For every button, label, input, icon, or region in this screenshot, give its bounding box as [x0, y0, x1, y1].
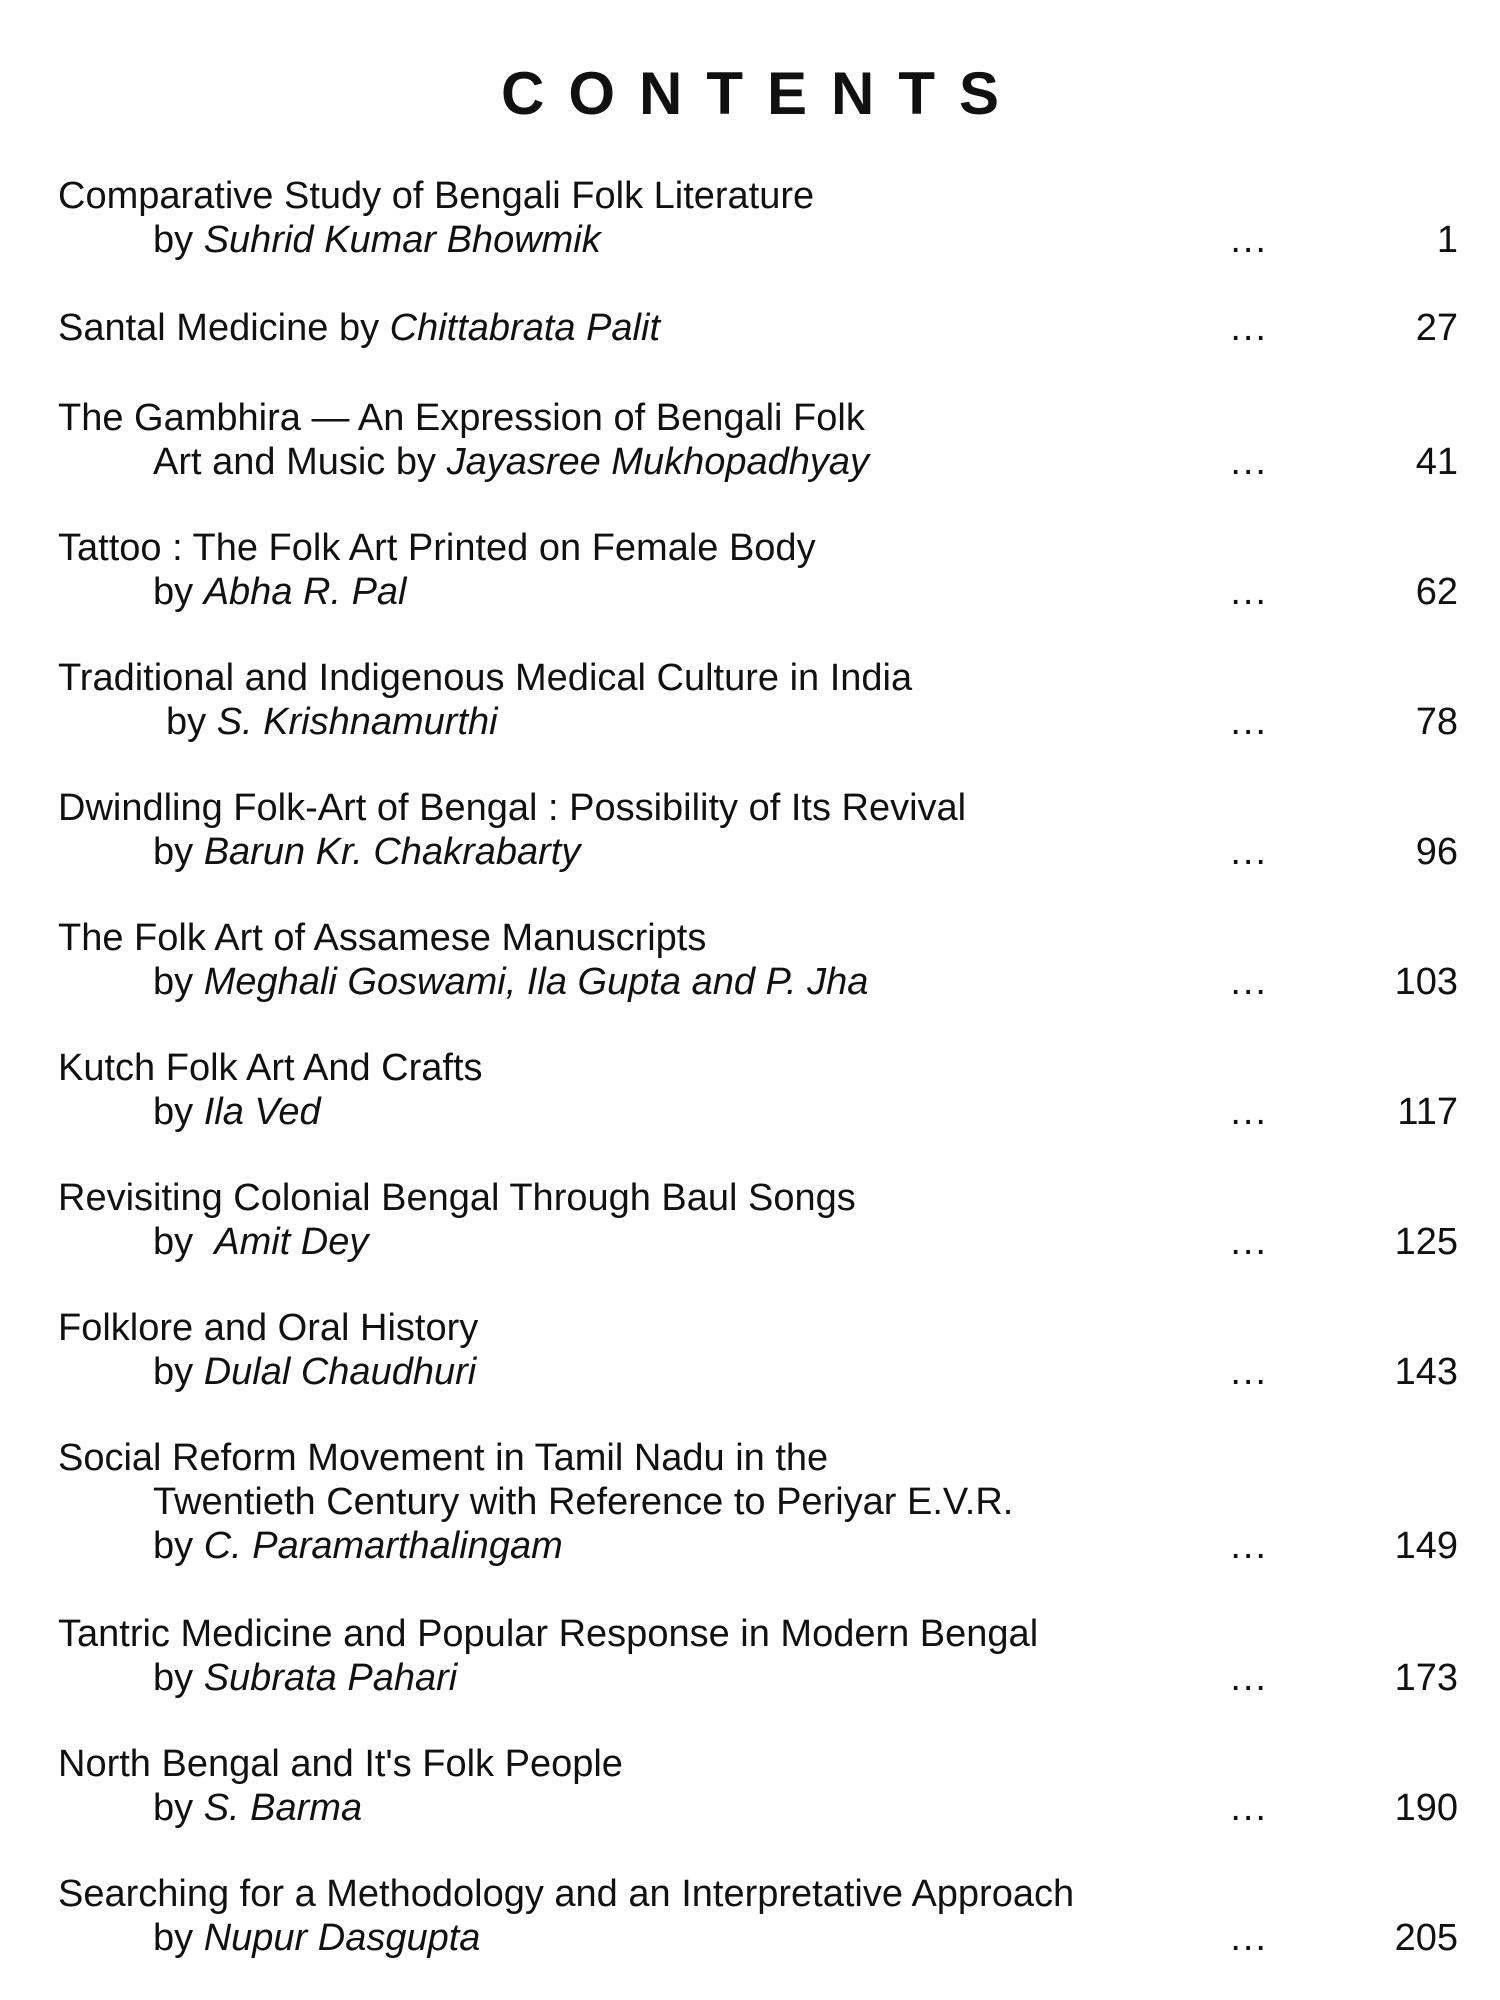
entry-author: C. Paramarthalingam [203, 1525, 563, 1567]
entry-author: Amit Dey [214, 1221, 369, 1263]
entry-title: Dwindling Folk-Art of Bengal : Possibility of Its Revival [58, 787, 967, 829]
page-number: 1 [1436, 219, 1458, 261]
entry-title: Tattoo : The Folk Art Printed on Female Body [58, 527, 816, 569]
toc-entry [58, 656, 1458, 744]
entry-title: Tantric Medicine and Popular Response in Modern Bengal [58, 1613, 1039, 1655]
page-number: 62 [1415, 571, 1458, 613]
toc-entry [58, 1872, 1458, 1960]
entry-author: S. Krishnamurthi [216, 701, 498, 743]
leader-dots: ... [1230, 831, 1268, 873]
toc-entry [58, 526, 1458, 614]
entry-title: Folklore and Oral History [58, 1307, 479, 1349]
by-label: by [153, 1091, 204, 1133]
leader-dots: ... [1230, 1787, 1268, 1829]
leader-dots: ... [1230, 441, 1268, 483]
entry-author: Dulal Chaudhuri [203, 1351, 477, 1393]
leader-dots: ... [1230, 571, 1268, 613]
entry-title: Santal Medicine [58, 307, 329, 349]
by-label: by [153, 1221, 215, 1263]
page-number: 27 [1415, 307, 1458, 349]
leader-dots: ... [1230, 1657, 1268, 1699]
toc-entry [58, 1436, 1458, 1568]
entry-title: Traditional and Indigenous Medical Culture in India [58, 657, 913, 699]
leader-dots: ... [1230, 961, 1268, 1003]
leader-dots: ... [1230, 1917, 1268, 1959]
toc-entry [58, 916, 1458, 1004]
page-number: 173 [1394, 1657, 1458, 1699]
entry-title: Revisiting Colonial Bengal Through Baul Songs [58, 1177, 856, 1219]
by-label: by [153, 831, 204, 873]
toc-entry [58, 396, 1458, 484]
by-label: by [153, 1917, 204, 1959]
leader-dots: ... [1230, 701, 1268, 743]
by-label: by [153, 219, 204, 261]
toc-entry [58, 1176, 1458, 1264]
leader-dots: ... [1230, 1221, 1268, 1263]
entry-title: The Folk Art of Assamese Manuscripts [58, 917, 707, 959]
by-label: by [153, 961, 204, 1003]
entry-author: S. Barma [203, 1787, 363, 1829]
entry-title: Searching for a Methodology and an Interpretative Approach [58, 1873, 1075, 1915]
leader-dots: ... [1230, 1091, 1268, 1133]
by-label: by [153, 1657, 204, 1699]
toc-entry [58, 1306, 1458, 1394]
page-number: 143 [1394, 1351, 1458, 1393]
entry-author: Subrata Pahari [203, 1657, 458, 1699]
entry-author: Jayasree Mukhopadhyay [446, 441, 870, 483]
entry-author: Nupur Dasgupta [203, 1917, 481, 1959]
page-number: 78 [1415, 701, 1458, 743]
entry-author: Meghali Goswami, Ila Gupta and P. Jha [203, 961, 869, 1003]
page-number: 190 [1394, 1787, 1458, 1829]
page-title: CONTENTS [501, 60, 1023, 127]
by-label: by [166, 701, 217, 743]
leader-dots: ... [1230, 1351, 1268, 1393]
toc-entry [58, 174, 1458, 262]
leader-dots: ... [1230, 307, 1268, 349]
entry-author: Barun Kr. Chakrabarty [203, 831, 581, 873]
entry-author: Suhrid Kumar Bhowmik [203, 219, 601, 261]
toc-entry [58, 1742, 1458, 1830]
entry-title-cont: Art and Music [153, 441, 386, 483]
entry-title: Comparative Study of Bengali Folk Literature [58, 175, 815, 217]
entry-author: Chittabrata Palit [389, 307, 661, 349]
entry-title: The Gambhira — An Expression of Bengali Folk [58, 397, 865, 439]
entry-title: North Bengal and It's Folk People [58, 1743, 623, 1785]
page-number: 125 [1394, 1221, 1458, 1263]
entry-title: Kutch Folk Art And Crafts [58, 1047, 483, 1089]
toc-entry [58, 786, 1458, 874]
page-number: 103 [1394, 961, 1458, 1003]
toc-entry [58, 1612, 1458, 1700]
page-number: 41 [1415, 441, 1458, 483]
page-number: 117 [1397, 1091, 1458, 1133]
entry-title-cont: Twentieth Century with Reference to Periyar E.V.R. [153, 1481, 1014, 1523]
page-number: 149 [1394, 1525, 1458, 1567]
entry-author: Abha R. Pal [203, 571, 407, 613]
by-label: by [153, 1787, 204, 1829]
by-label: by [153, 1351, 204, 1393]
entry-title: Social Reform Movement in Tamil Nadu in the [58, 1437, 829, 1479]
by-label: by [153, 571, 204, 613]
entry-author: Ila Ved [203, 1091, 321, 1133]
toc-entry [58, 306, 1458, 350]
by-label: by [153, 1525, 204, 1567]
toc-entry [58, 1046, 1458, 1134]
by-label: by [385, 441, 447, 483]
leader-dots: ... [1230, 219, 1268, 261]
page-number: 205 [1394, 1917, 1458, 1959]
by-label: by [328, 307, 390, 349]
page-number: 96 [1415, 831, 1458, 873]
leader-dots: ... [1230, 1525, 1268, 1567]
